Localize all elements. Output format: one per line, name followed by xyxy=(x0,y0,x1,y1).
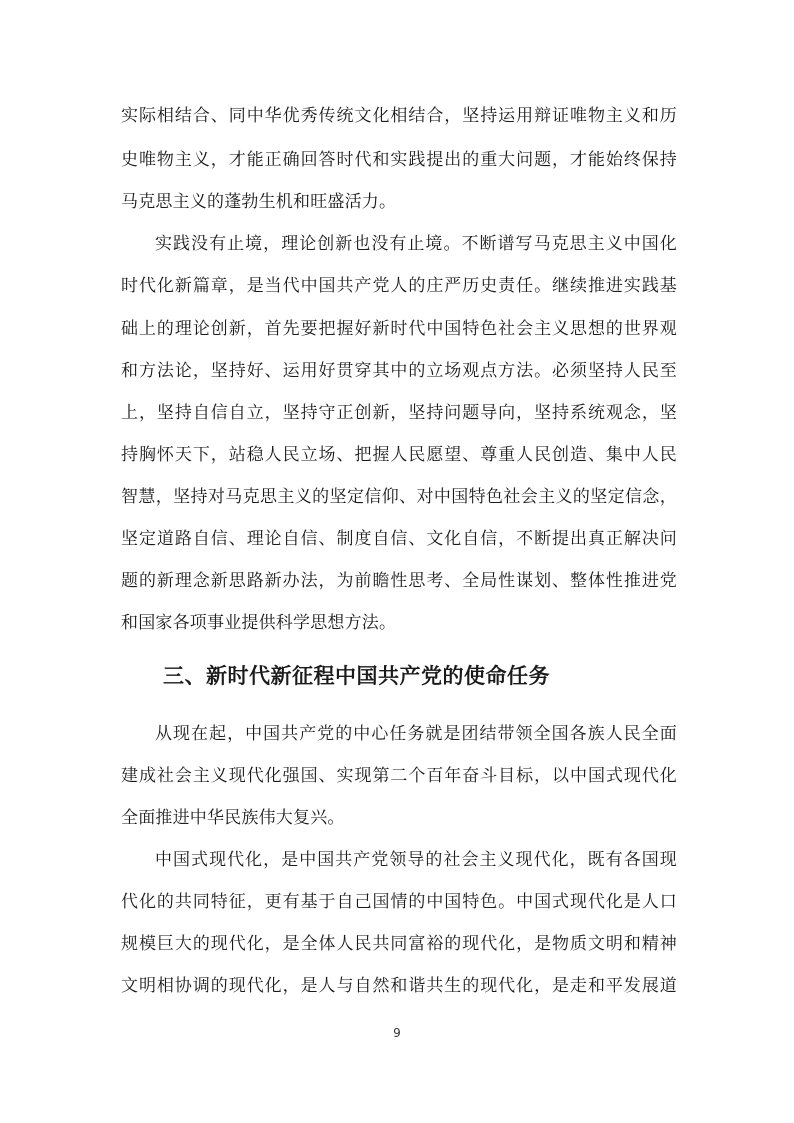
paragraph-4-line-4: 文明相协调的现代化，是人与自然和谐共生的现代化，是走和平发展道 xyxy=(121,976,677,996)
page-number: 9 xyxy=(393,1026,401,1040)
paragraph-3-line-1: 从现在起，中国共产党的中心任务就是团结带领全国各族人民全面 xyxy=(155,724,677,744)
paragraph-3-line-2: 建成社会主义现代化强国、实现第二个百年奋斗目标，以中国式现代化 xyxy=(121,766,677,786)
paragraph-1-line-1: 实际相结合、同中华优秀传统文化相结合，坚持运用辩证唯物主义和历 xyxy=(121,106,677,126)
paragraph-2-line-6: 持胸怀天下，站稳人民立场、把握人民愿望、尊重人民创造、集中人民 xyxy=(121,445,677,465)
paragraph-2-line-8: 坚定道路自信、理论自信、制度自信、文化自信，不断提出真正解决问 xyxy=(121,529,677,549)
paragraph-1-line-2: 史唯物主义，才能正确回答时代和实践提出的重大问题，才能始终保持 xyxy=(121,150,677,170)
section-heading: 三、新时代新征程中国共产党的使命任务 xyxy=(163,664,550,688)
paragraph-2-line-2: 时代化新篇章，是当代中国共产党人的庄严历史责任。继续推进实践基 xyxy=(121,276,677,296)
paragraph-2-line-1: 实践没有止境，理论创新也没有止境。不断谱写马克思主义中国化 xyxy=(155,234,677,254)
paragraph-2-line-10: 和国家各项事业提供科学思想方法。 xyxy=(121,613,397,633)
paragraph-4-line-3: 规模巨大的现代化，是全体人民共同富裕的现代化，是物质文明和精神 xyxy=(121,934,677,954)
paragraph-2-line-9: 题的新理念新思路新办法，为前瞻性思考、全局性谋划、整体性推进党 xyxy=(121,571,677,591)
paragraph-1-line-3: 马克思主义的蓬勃生机和旺盛活力。 xyxy=(121,192,397,212)
paragraph-2-line-3: 础上的理论创新，首先要把握好新时代中国特色社会主义思想的世界观 xyxy=(121,319,677,339)
paragraph-4-line-2: 代化的共同特征，更有基于自己国情的中国特色。中国式现代化是人口 xyxy=(121,892,677,912)
paragraph-3-line-3: 全面推进中华民族伟大复兴。 xyxy=(121,808,345,828)
paragraph-2-line-4: 和方法论，坚持好、运用好贯穿其中的立场观点方法。必须坚持人民至 xyxy=(121,361,677,381)
paragraph-2-line-7: 智慧，坚持对马克思主义的坚定信仰、对中国特色社会主义的坚定信念， xyxy=(121,487,677,507)
paragraph-2-line-5: 上，坚持自信自立，坚持守正创新，坚持问题导向，坚持系统观念，坚 xyxy=(121,403,677,423)
paragraph-4-line-1: 中国式现代化，是中国共产党领导的社会主义现代化，既有各国现 xyxy=(155,850,677,870)
